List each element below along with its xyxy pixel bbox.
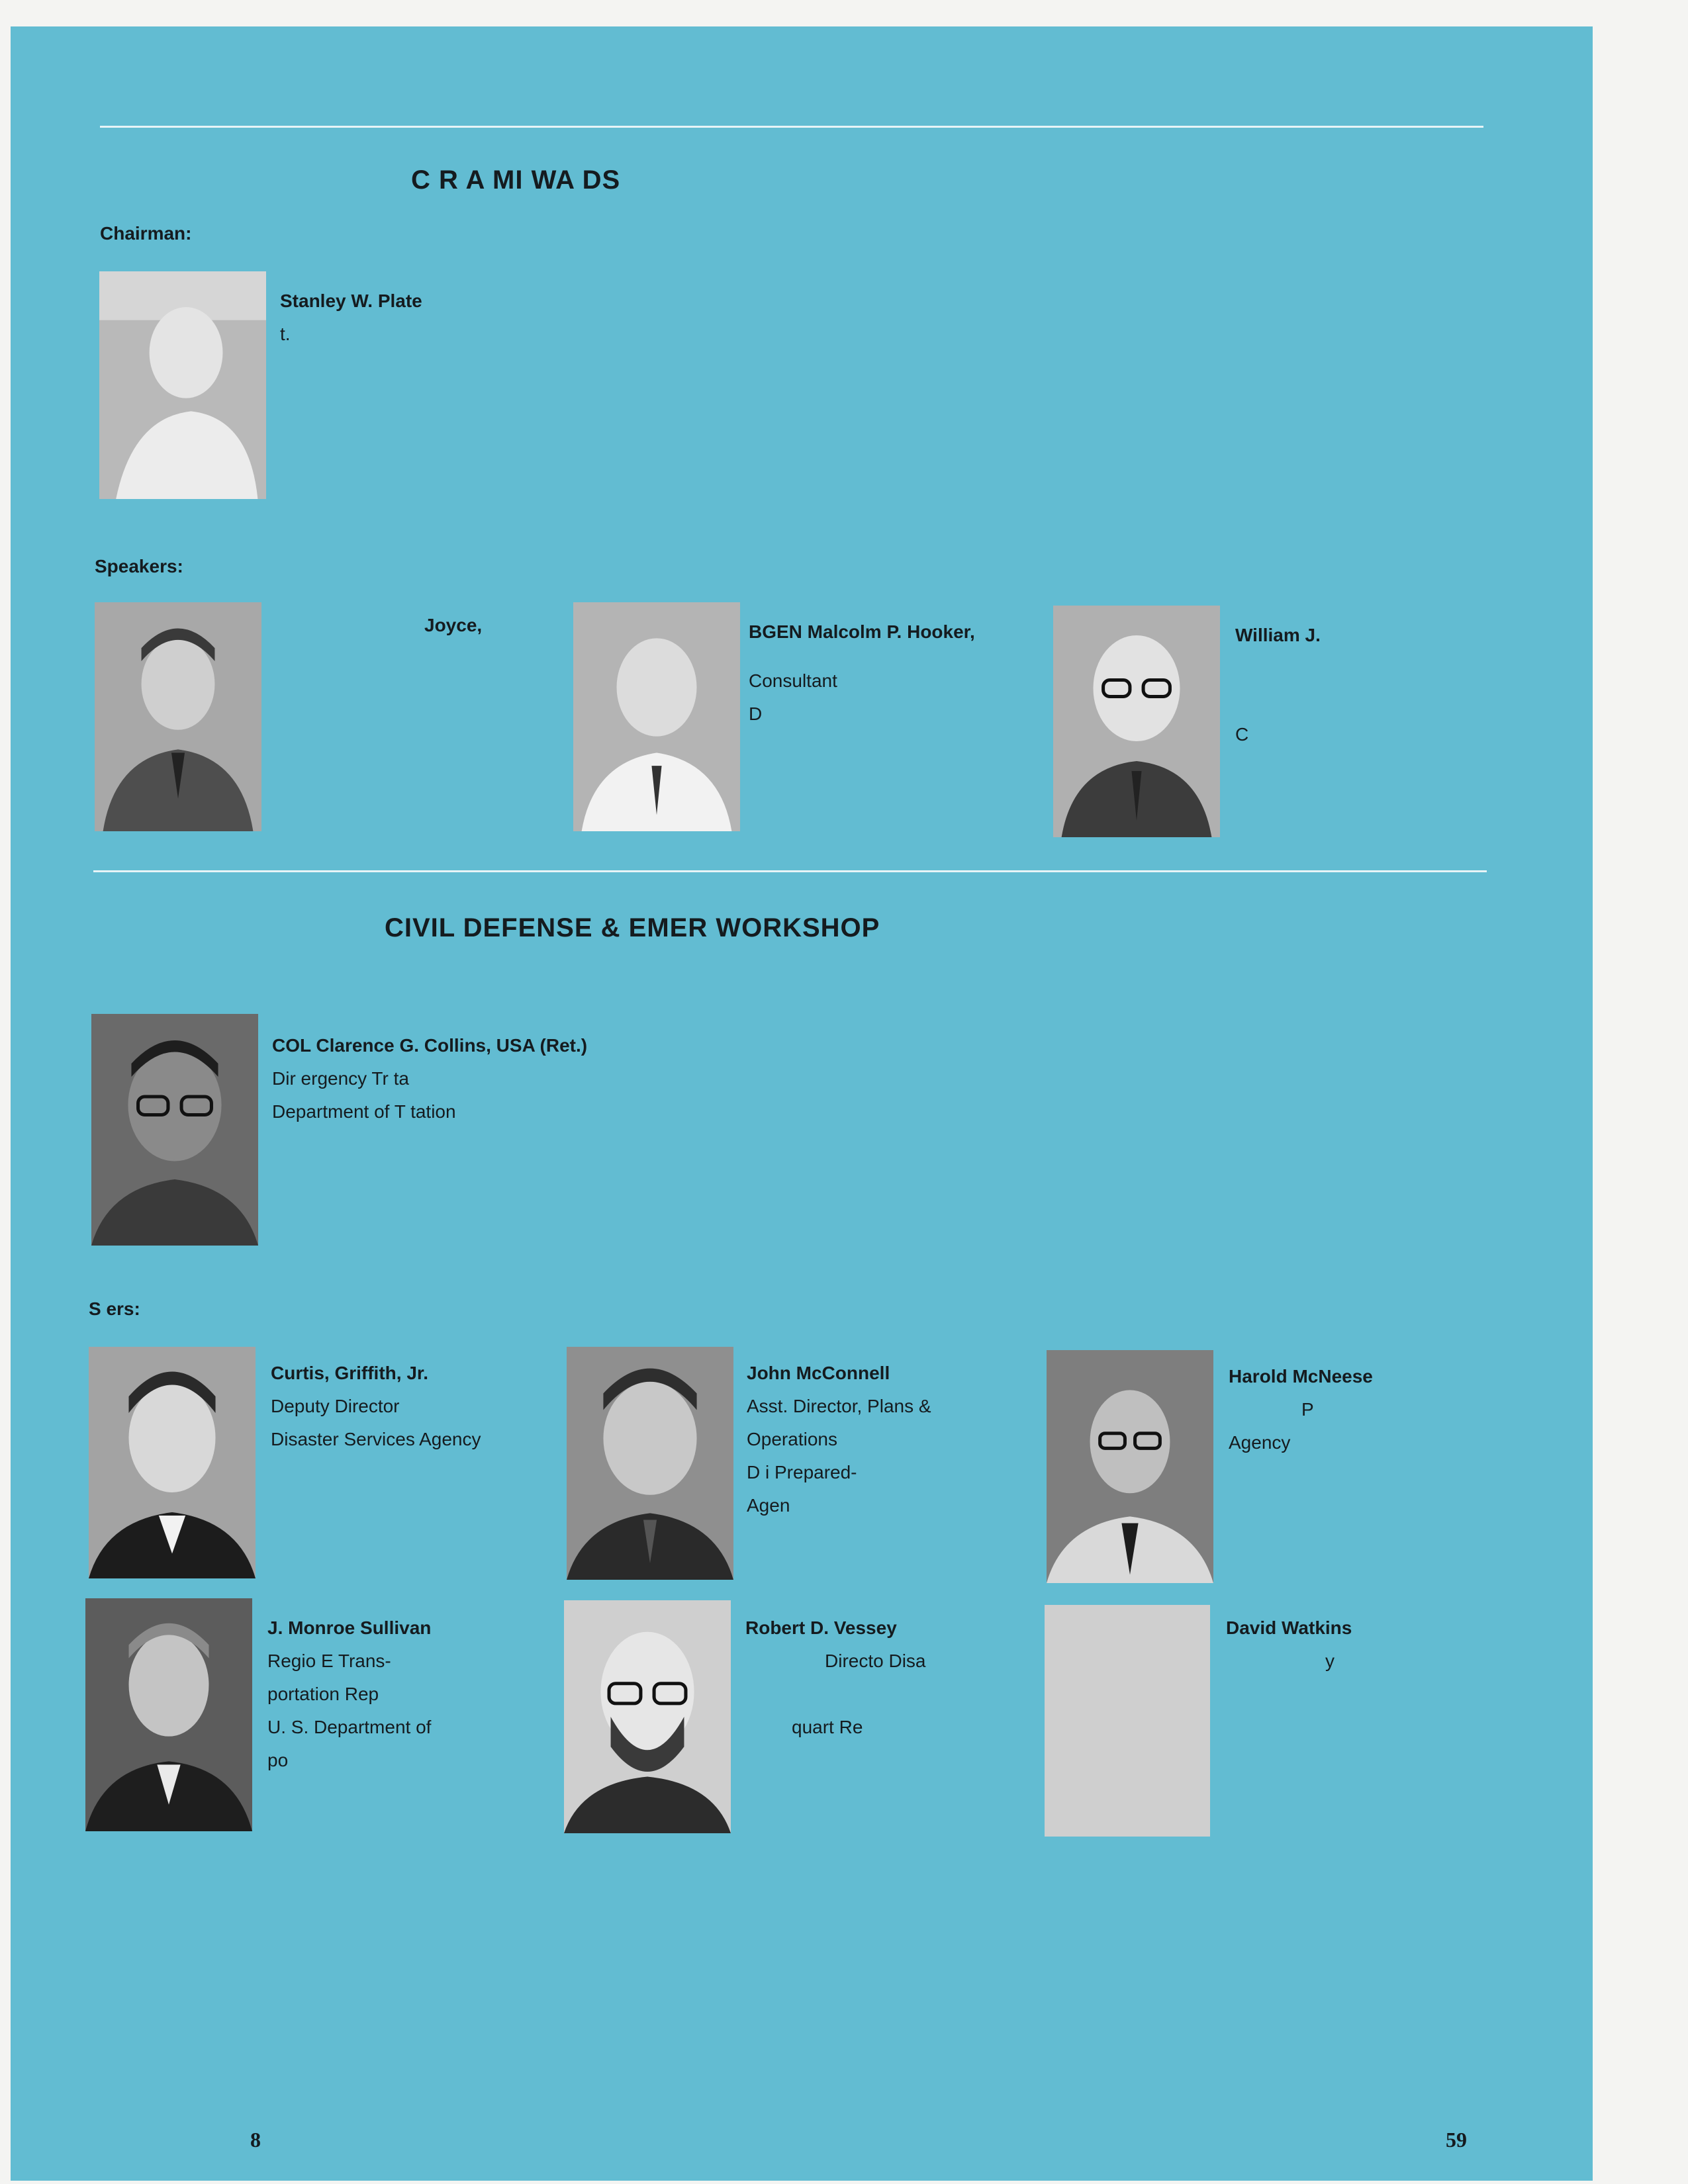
speaker-info-2 [749,615,1013,731]
section1-title: C R A MI WA DS [411,165,621,195]
section2-speaker-5-line-2 [745,1678,1023,1711]
section2-speaker-photo-5 [564,1600,731,1833]
section2-speaker-info-1 [271,1357,522,1456]
portrait-image [85,1598,252,1831]
section2-speaker-2-line-4: Agen [747,1495,790,1516]
middle-divider [93,870,1487,872]
section2-speaker-6-line-1: y [1325,1651,1335,1671]
section2-speaker-name-2: John McConnell [747,1363,890,1383]
section2-speaker-4-line-2: portation Rep [267,1684,379,1704]
speaker-name-3: William J. [1235,625,1321,645]
section2-chairman-line-2: Department of T tation [272,1101,456,1122]
section2-speaker-1-line-1: Deputy Director [271,1396,400,1416]
section2-speaker-info-3 [1229,1360,1447,1459]
portrait-image [89,1347,256,1578]
chairman-line-1: t. [280,324,291,344]
speaker-info-1 [424,609,530,642]
section2-speaker-photo-6-placeholder [1045,1605,1210,1837]
section2-speaker-info-4 [267,1612,532,1777]
page-number-right: 59 [1446,2128,1467,2152]
chairman-photo [99,271,266,499]
chairman-name: Stanley W. Plate [280,291,422,311]
speaker-2-line-2: D [749,704,763,724]
section2-speaker-4-line-3: U. S. Department of [267,1717,432,1737]
section2-chairman-info [272,1029,735,1128]
top-divider [100,126,1483,128]
section2-speaker-photo-1 [89,1347,256,1578]
section2-speaker-info-5 [745,1612,1023,1744]
section2-speaker-2-line-3: D i Prepared- [747,1462,857,1482]
section2-speaker-4-line-4: po [267,1750,289,1770]
section2-speakers-label: S ers: [89,1298,140,1319]
section2-speaker-2-line-1: Asst. Director, Plans & [747,1396,931,1416]
section2-speaker-name-4: J. Monroe Sullivan [267,1617,432,1638]
portrait-image [91,1014,258,1246]
speaker-info-3 [1235,619,1454,751]
speaker-3-line-2 [1235,685,1454,718]
portrait-image [95,602,261,831]
portrait-image [99,271,266,499]
portrait-image [1053,606,1220,837]
section2-speaker-5-line-1: Directo Disa [825,1651,926,1671]
portrait-image [564,1600,731,1833]
chairman-label: Chairman: [100,223,192,244]
section2-chairman-name: COL Clarence G. Collins, USA (Ret.) [272,1035,588,1056]
section2-chairman-line-1: Dir ergency Tr ta [272,1068,409,1089]
chairman-info [280,285,545,351]
section2-speaker-3-line-1: P [1301,1399,1314,1420]
brochure-page [11,26,1593,2181]
section2-speaker-name-5: Robert D. Vessey [745,1617,897,1638]
section2-speaker-name-6: David Watkins [1226,1617,1352,1638]
section2-title: CIVIL DEFENSE & EMER WORKSHOP [385,913,880,942]
section2-speaker-2-line-2: Operations [747,1429,837,1449]
section2-speaker-photo-2 [567,1347,733,1580]
speaker-photo-2 [573,602,740,831]
speaker-2-line-1: Consultant [749,670,837,691]
section2-chairman-photo [91,1014,258,1246]
section2-speaker-photo-4 [85,1598,252,1831]
speaker-photo-3 [1053,606,1220,837]
section2-speaker-4-line-1: Regio E Trans- [267,1651,391,1671]
portrait-image [567,1347,733,1580]
section2-speaker-info-6 [1226,1612,1444,1678]
section2-speaker-5-line-3: quart Re [792,1717,863,1737]
speakers-label: Speakers: [95,556,183,576]
section2-speaker-info-2 [747,1357,998,1522]
speaker-photo-1 [95,602,261,831]
section2-speaker-1-line-2: Disaster Services Agency [271,1429,481,1449]
page-number-left: 8 [250,2128,261,2152]
section2-speaker-photo-3 [1047,1350,1213,1583]
portrait-image [1047,1350,1213,1583]
section2-speaker-name-1: Curtis, Griffith, Jr. [271,1363,429,1383]
speaker-3-line-1 [1235,652,1454,685]
speaker-name-2: BGEN Malcolm P. Hooker, [749,621,975,642]
portrait-image [573,602,740,831]
speaker-name-1: Joyce, [424,615,483,635]
speaker-3-line-3: C [1235,724,1249,745]
section2-speaker-3-line-2: Agency [1229,1432,1291,1453]
section2-speaker-name-3: Harold McNeese [1229,1366,1373,1387]
